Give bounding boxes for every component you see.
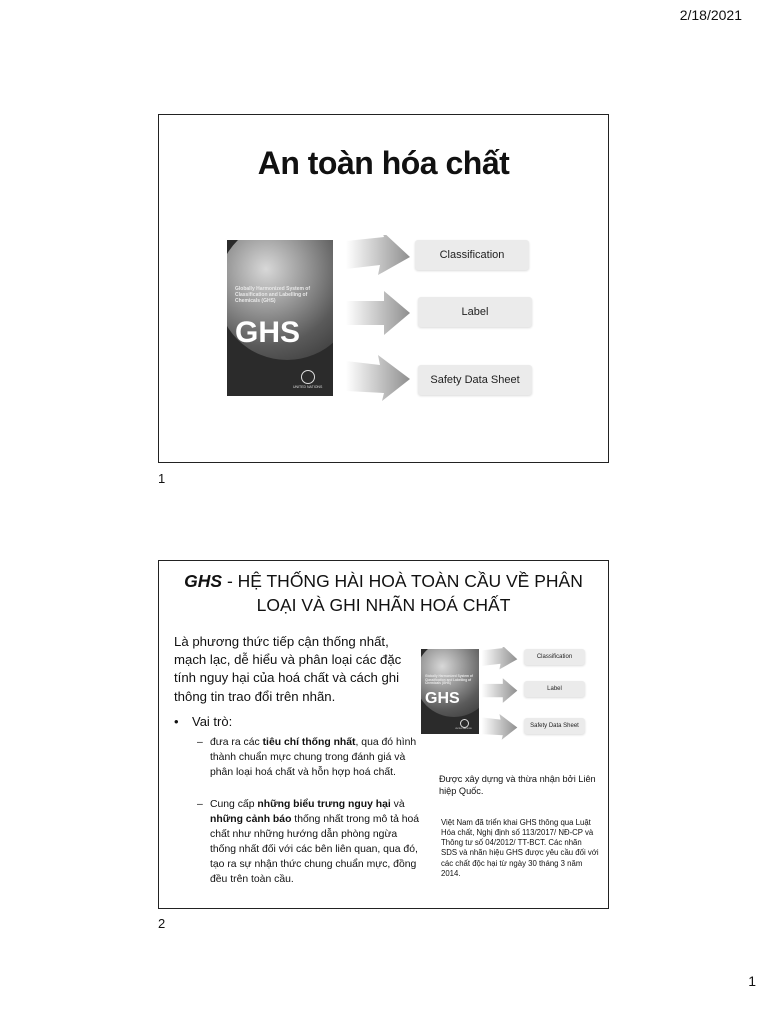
subitem-bold-text: những cảnh báo — [210, 814, 292, 826]
subitem-text: thống nhất trong mô tả hoá chất như những hướng dẫn phòng ngừa thống nhất đối với các bên liên quan, qua đó, tạo ra sự nhận thức chung chuẩn mực, đồng đều trên toàn cầu. — [210, 814, 420, 886]
slide-2-title — [169, 570, 598, 617]
book-publisher: UNITED NATIONS — [455, 728, 472, 730]
subitem-text: và — [390, 799, 405, 810]
bullet-dot-icon: • — [174, 714, 179, 729]
arrow-down-icon — [482, 714, 518, 740]
book-title: GHS — [235, 316, 301, 349]
subitem-text: , qua đó hình thành chuẩn mực chung trong đánh giá và phân loại hoá chất và hỗn hợp hoá chất. — [210, 737, 417, 779]
subitem-text: đưa ra các — [210, 737, 263, 748]
arrow-down-icon — [346, 355, 410, 401]
ghs-book-cover-image — [421, 649, 479, 734]
page-number: 1 — [748, 973, 756, 989]
title-ghs: GHS — [184, 571, 223, 591]
book-publisher: UNITED NATIONS — [293, 385, 323, 389]
subitem-bold-text: tiêu chí thống nhất — [262, 737, 356, 748]
subitem-bold-text: những biểu trưng nguy hại — [257, 799, 391, 810]
arrows-graphic — [344, 235, 414, 405]
arrow-up-icon — [346, 235, 410, 275]
role-bullet — [174, 714, 232, 729]
slide-number: 2 — [158, 916, 166, 931]
un-emblem-icon — [301, 370, 315, 384]
ghs-book-cover-image — [227, 240, 333, 396]
slide-2 — [158, 560, 609, 909]
book-title: GHS — [425, 690, 460, 707]
safety-data-sheet-box: Safety Data Sheet — [524, 718, 585, 734]
label-box: Label — [524, 681, 585, 697]
classification-box: Classification — [415, 240, 529, 270]
slide-1-title: An toàn hóa chất — [257, 145, 510, 181]
safety-data-sheet-box: Safety Data Sheet — [418, 365, 532, 395]
subitem-text: Cung cấp — [210, 799, 258, 810]
role-subitem-1 — [197, 735, 422, 780]
title-rest: - HỆ THỐNG HÀI HOÀ TOÀN CẦU VỀ PHÂN LOẠI VÀ GHI NHÃN HOÁ CHẤT — [222, 571, 583, 615]
side-note-vietnam: Việt Nam đã triển khai GHS thông qua Luật Hóa chất, Nghị định số 113/2017/ NĐ-CP và Thông tư số 04/2012/ TT-BCT. Các nhãn SDS và nhãn hiệu GHS được yêu cầu đối với các chất độc hại từ ngày 30 tháng 3 năm 2014. — [441, 818, 599, 878]
role-bullet-label: Vai trò: — [192, 714, 233, 729]
arrow-up-icon — [482, 647, 518, 669]
intro-paragraph: Là phương thức tiếp cận thống nhất, mạch lạc, dễ hiểu và phân loại các đặc tính nguy hại của hoá chất và cách ghi thông tin trao đổi trên nhãn. — [174, 634, 402, 704]
slide-number: 1 — [158, 471, 166, 486]
label-box: Label — [418, 297, 532, 327]
dash-icon: – — [197, 799, 203, 810]
slide-1 — [158, 114, 609, 463]
dash-icon: – — [197, 737, 203, 748]
un-emblem-icon — [460, 719, 469, 728]
side-note-un: Được xây dựng và thừa nhận bởi Liên hiệp Quốc. — [439, 774, 596, 797]
header-date: 2/18/2021 — [679, 7, 742, 23]
role-subitem-2 — [197, 797, 422, 887]
arrow-right-icon — [482, 678, 518, 703]
book-subtitle: Globally Harmonized System of Classification and Labelling of Chemicals (GHS) — [235, 286, 311, 304]
book-subtitle: Globally Harmonized System of Classification and Labelling of Chemicals (GHS) — [425, 674, 473, 686]
arrows-graphic — [480, 647, 520, 742]
arrow-right-icon — [346, 291, 410, 335]
classification-box: Classification — [524, 649, 585, 665]
